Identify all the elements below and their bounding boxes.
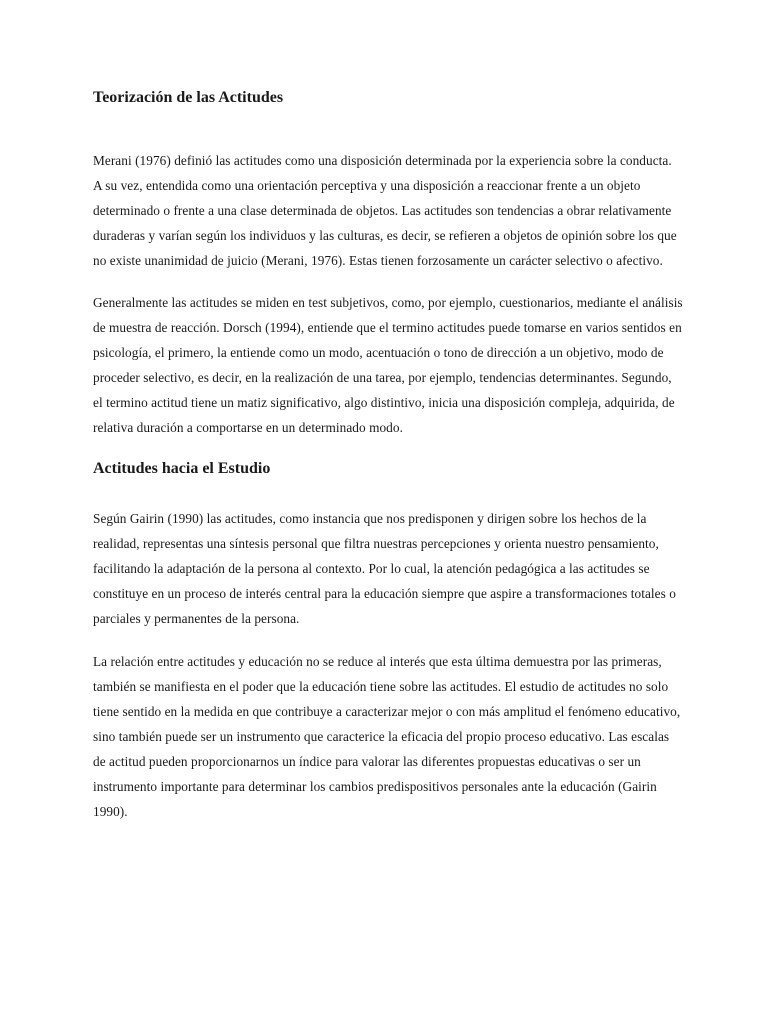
section-heading-teorizacion: Teorización de las Actitudes <box>93 89 284 106</box>
document-page <box>93 88 683 824</box>
paragraph-dorsch: Generalmente las actitudes se miden en test subjetivos, como, por ejemplo, cuestionarios, mediante el análisis de muestra de reacción. Dorsch (1994), entiende que el termino actitudes puede tomarse en varios sentidos en psicología, el primero, la entiende como un modo, acentuación o tono de dirección a un objetivo, modo de proceder selectivo, es decir, en la realización de una tarea, por ejemplo, tendencias determinantes. Segundo, el termino actitud tiene un matiz significativo, algo distintivo, inicia una disposición compleja, adquirida, de relativa duración a comportarse en un determinado modo. <box>93 295 683 435</box>
paragraph-merani: Merani (1976) definió las actitudes como una disposición determinada por la experiencia sobre la conducta. A su vez, entendida como una orientación perceptiva y una disposición a reaccionar frente a un objeto determinado o frente a una clase determinada de objetos. Las actitudes son tendencias a obrar relativamente duraderas y varían según los individuos y las culturas, es decir, se refieren a objetos de opinión sobre los que no existe unanimidad de juicio (Merani, 1976). Estas tienen forzosamente un carácter selectivo o afectivo. <box>93 153 677 268</box>
paragraph-relacion-educacion: La relación entre actitudes y educación no se reduce al interés que esta última demuestra por las primeras, también se manifiesta en el poder que la educación tiene sobre las actitudes. El estudio de actitudes no solo tiene sentido en la medida en que contribuye a caracterizar mejor o con más amplitud el fenómeno educativo, sino también puede ser un instrumento que caracterice la eficacia del propio proceso educativo. Las escalas de actitud pueden proporcionarnos un índice para valorar las diferentes propuestas educativas o ser un instrumento importante para determinar los cambios predispositivos personales ante la educación (Gairin 1990). <box>93 654 681 819</box>
paragraph-gairin: Según Gairin (1990) las actitudes, como instancia que nos predisponen y dirigen sobre los hechos de la realidad, representas una síntesis personal que filtra nuestras percepciones y orienta nuestro pensamiento, facilitando la adaptación de la persona al contexto. Por lo cual, la atención pedagógica a las actitudes se constituye en un proceso de interés central para la educación siempre que aspire a transformaciones totales o parciales y permanentes de la persona. <box>93 511 676 626</box>
section-heading-estudio: Actitudes hacia el Estudio <box>93 460 271 477</box>
